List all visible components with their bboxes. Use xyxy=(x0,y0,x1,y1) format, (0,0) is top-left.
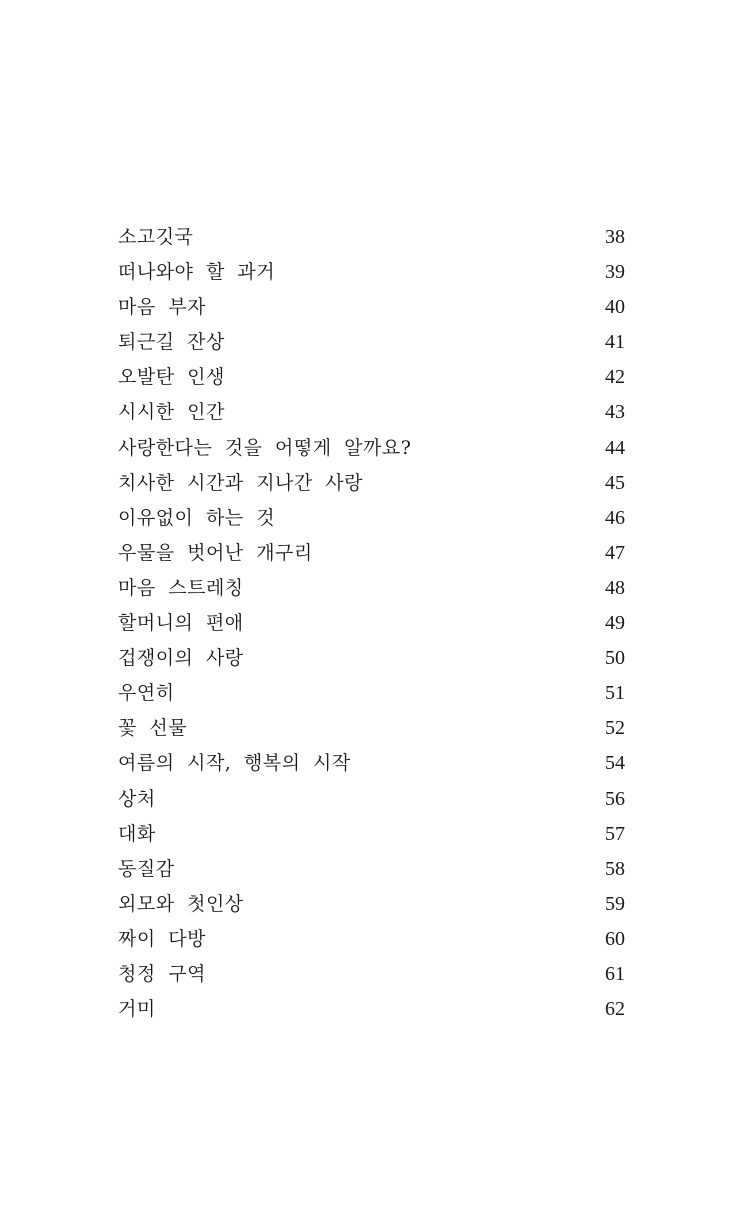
toc-entry xyxy=(118,431,625,466)
toc-entry-page: 52 xyxy=(605,717,625,740)
toc-entry-title: 우연히 xyxy=(118,682,175,705)
toc-entry-page: 44 xyxy=(605,436,625,459)
toc-entry-page: 38 xyxy=(605,226,625,248)
toc-entry xyxy=(118,536,625,571)
toc-entry-title: 청정 구역 xyxy=(118,962,206,985)
toc-entry-title: 겁쟁이의 사랑 xyxy=(118,647,244,670)
toc-entry xyxy=(118,711,625,746)
toc-entry-page: 57 xyxy=(605,822,625,845)
toc-entry xyxy=(118,395,625,430)
toc-entry-page: 45 xyxy=(605,471,625,494)
table-of-contents xyxy=(118,220,625,1027)
toc-entry-title: 거미 xyxy=(118,998,156,1021)
toc-entry-page: 51 xyxy=(605,682,625,705)
toc-entry xyxy=(118,255,625,290)
toc-entry-title: 동질감 xyxy=(118,857,175,880)
toc-entry-title: 소고깃국 xyxy=(118,226,194,248)
toc-entry-page: 56 xyxy=(605,787,625,810)
toc-entry-page: 47 xyxy=(605,541,625,564)
toc-entry-title: 치사한 시간과 지나간 사랑 xyxy=(118,471,364,494)
toc-entry-title: 여름의 시작, 행복의 시작 xyxy=(118,752,351,775)
toc-entry xyxy=(118,220,625,255)
toc-entry-page: 48 xyxy=(605,576,625,599)
toc-entry xyxy=(118,922,625,957)
toc-entry-page: 54 xyxy=(605,752,625,775)
toc-entry xyxy=(118,571,625,606)
toc-entry xyxy=(118,360,625,395)
toc-entry-page: 62 xyxy=(605,998,625,1021)
toc-entry-page: 60 xyxy=(605,927,625,950)
toc-entry-title: 마음 스트레칭 xyxy=(118,576,244,599)
toc-entry xyxy=(118,957,625,992)
toc-entry-page: 50 xyxy=(605,647,625,670)
toc-entry-title: 대화 xyxy=(118,822,156,845)
toc-entry xyxy=(118,887,625,922)
toc-entry-title: 사랑한다는 것을 어떻게 알까요? xyxy=(118,436,412,459)
toc-entry-title: 우물을 벗어난 개구리 xyxy=(118,541,313,564)
toc-entry-title: 짜이 다방 xyxy=(118,927,206,950)
toc-entry xyxy=(118,290,625,325)
toc-entry-title: 퇴근길 잔상 xyxy=(118,331,225,354)
toc-entry-page: 42 xyxy=(605,366,625,389)
toc-entry xyxy=(118,641,625,676)
toc-entry xyxy=(118,782,625,817)
toc-entry-page: 61 xyxy=(605,962,625,985)
toc-entry xyxy=(118,992,625,1027)
toc-entry-page: 41 xyxy=(605,331,625,354)
toc-entry-title: 꽃 선물 xyxy=(118,717,188,740)
toc-entry xyxy=(118,501,625,536)
toc-entry-page: 46 xyxy=(605,506,625,529)
toc-entry-title: 오발탄 인생 xyxy=(118,366,225,389)
toc-entry-title: 이유없이 하는 것 xyxy=(118,506,276,529)
toc-entry-page: 59 xyxy=(605,892,625,915)
toc-entry xyxy=(118,817,625,852)
toc-entry-page: 43 xyxy=(605,401,625,424)
toc-entry xyxy=(118,606,625,641)
toc-entry-page: 39 xyxy=(605,261,625,284)
toc-entry xyxy=(118,676,625,711)
toc-entry-page: 49 xyxy=(605,612,625,635)
toc-entry-title: 시시한 인간 xyxy=(118,401,225,424)
toc-entry-page: 40 xyxy=(605,296,625,319)
toc-entry xyxy=(118,325,625,360)
toc-entry-title: 할머니의 편애 xyxy=(118,612,244,635)
toc-entry xyxy=(118,466,625,501)
toc-entry xyxy=(118,746,625,781)
toc-entry xyxy=(118,852,625,887)
toc-entry-title: 외모와 첫인상 xyxy=(118,892,244,915)
toc-entry-title: 상처 xyxy=(118,787,156,810)
toc-entry-page: 58 xyxy=(605,857,625,880)
toc-entry-title: 떠나와야 할 과거 xyxy=(118,261,276,284)
toc-entry-title: 마음 부자 xyxy=(118,296,206,319)
